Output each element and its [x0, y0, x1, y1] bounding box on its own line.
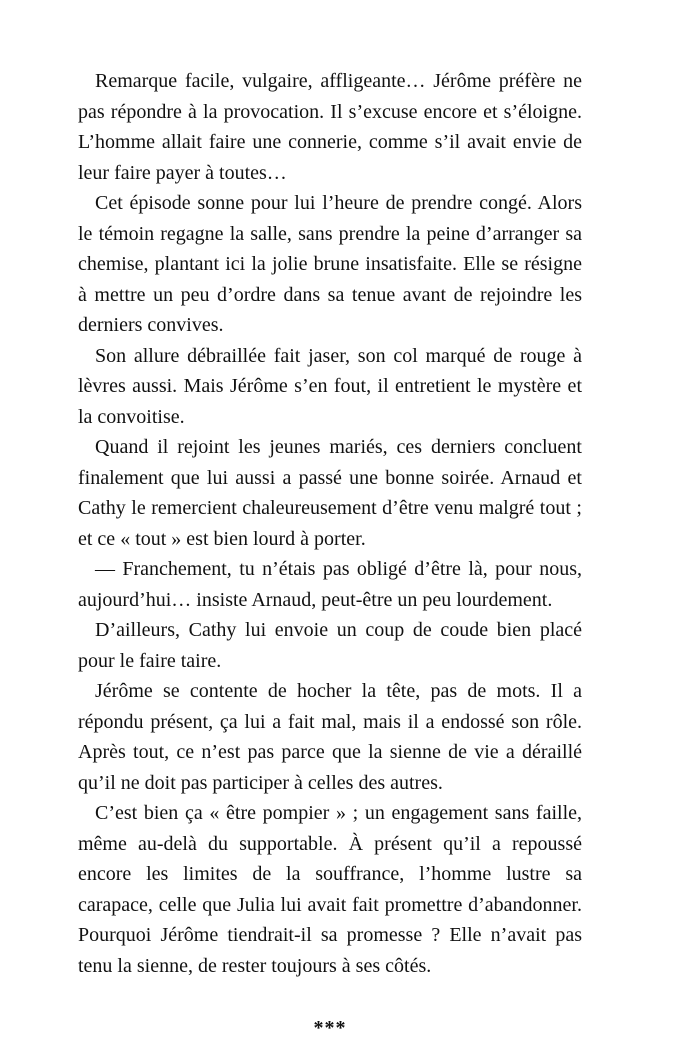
book-page	[78, 66, 582, 1044]
paragraph-8: C’est bien ça « être pompier » ; un engagement sans faille, même au-delà du supportable. À présent qu’il a repoussé encore les limites de la souffrance, l’homme lustre sa carapace, celle que Julia lui avait fait promettre d’abandonner. Pourquoi Jérôme tiendrait-il sa promesse ? Elle n’avait pas tenu la sienne, de rester toujours à ses côtés.	[78, 802, 582, 977]
paragraph-5: — Franchement, tu n’étais pas obligé d’être là, pour nous, aujourd’hui… insiste Arnaud, peut-être un peu lourdement.	[78, 558, 582, 611]
paragraph-1: Remarque facile, vulgaire, affligeante… Jérôme préfère ne pas répondre à la provocation. Il s’excuse encore et s’éloigne. L’homme allait faire une connerie, comme s’il avait envie de leur faire payer à toutes…	[78, 70, 582, 184]
paragraph-7: Jérôme se contente de hocher la tête, pas de mots. Il a répondu présent, ça lui a fait mal, mais il a endossé son rôle. Après tout, ce n’est pas parce que la sienne de vie a déraillé qu’il ne doit pas participer à celles des autres.	[78, 680, 582, 794]
paragraph-4: Quand il rejoint les jeunes mariés, ces derniers concluent finalement que lui aussi a passé une bonne soirée. Arnaud et Cathy le remercient chaleureusement d’être venu malgré tout ; et ce « tout » est bien lourd à porter.	[78, 436, 582, 550]
paragraph-2: Cet épisode sonne pour lui l’heure de prendre congé. Alors le témoin regagne la salle, sans prendre la peine d’arranger sa chemise, plantant ici la jolie brune insatisfaite. Elle se résigne à mettre un peu d’ordre dans sa tenue avant de rejoindre les derniers convives.	[78, 192, 582, 336]
paragraph-3: Son allure débraillée fait jaser, son col marqué de rouge à lèvres aussi. Mais Jérôme s’en fout, il entretient le mystère et la convoitise.	[78, 344, 582, 428]
section-separator: ***	[313, 1017, 347, 1039]
paragraph-6: D’ailleurs, Cathy lui envoie un coup de coude bien placé pour le faire taire.	[78, 619, 582, 672]
